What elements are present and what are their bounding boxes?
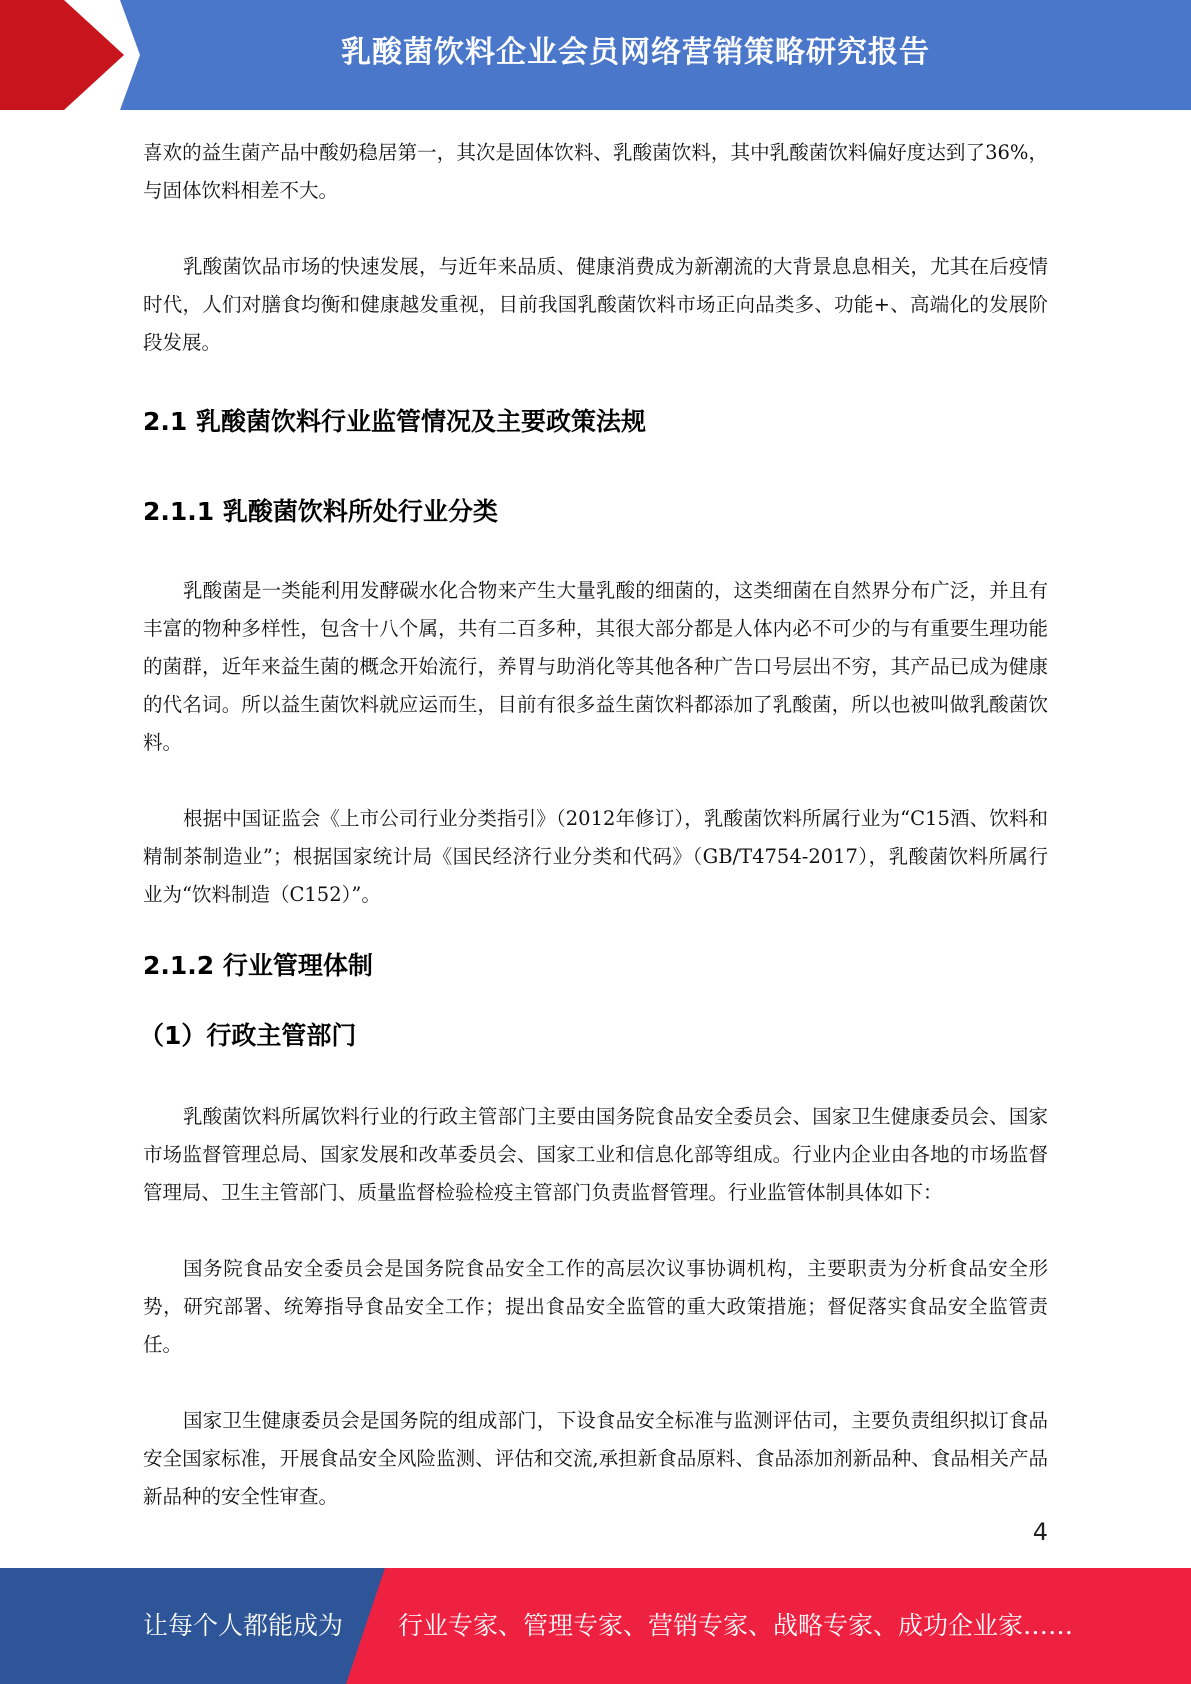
paragraph-health-commission: 国家卫生健康委员会是国务院的组成部门，下设食品安全标准与监测评估司，主要负责组织拟订食品安全国家标准，开展食品安全风险监测、评估和交流,承担新食品原料、食品添加剂新品种、食品相关产品新品种的安全性审查。 [143, 1409, 1048, 1508]
paragraph-intro-continuation: 喜欢的益生菌产品中酸奶稳居第一，其次是固体饮料、乳酸菌饮料，其中乳酸菌饮料偏好度达到了36%，与固体饮料相差不大。 [143, 141, 1048, 202]
paragraph-authorities-overview: 乳酸菌饮料所属饮料行业的行政主管部门主要由国务院食品安全委员会、国家卫生健康委员会、国家市场监督管理总局、国家发展和改革委员会、国家工业和信息化部等组成。行业内企业由各地的市场监督管理局、卫生主管部门、质量监督检验检疫主管部门负责监督管理。行业监管体制具体如下： [143, 1105, 1048, 1204]
footer-slogan-right: 行业专家、管理专家、营销专家、战略专家、成功企业家…… [398, 1611, 1074, 1640]
subsection-heading-authorities: （1）行政主管部门 [139, 1021, 357, 1050]
paragraph-market-development: 乳酸菌饮品市场的快速发展，与近年来品质、健康消费成为新潮流的大背景息息相关，尤其在后疫情时代，人们对膳食均衡和健康越发重视，目前我国乳酸菌饮料市场正向品类多、功能+、高端化的发展阶段发展。 [143, 255, 1048, 354]
paragraph-food-safety-commission: 国务院食品安全委员会是国务院食品安全工作的高层次议事协调机构，主要职责为分析食品安全形势，研究部署、统筹指导食品安全工作；提出食品安全监管的重大政策措施；督促落实食品安全监管责任。 [143, 1257, 1048, 1356]
document-body [139, 134, 1048, 1516]
section-heading-2-1: 2.1 乳酸菌饮料行业监管情况及主要政策法规 [143, 407, 646, 436]
paragraph-lactobacillus-definition: 乳酸菌是一类能利用发酵碳水化合物来产生大量乳酸的细菌的，这类细菌在自然界分布广泛，并且有丰富的物种多样性，包含十八个属，共有二百多种，其很大部分都是人体内必不可少的与有重要生理功能的菌群，近年来益生菌的概念开始流行，养胃与助消化等其他各种广告口号层出不穷，其产品已成为健康的代名词。所以益生菌饮料就应运而生，目前有很多益生菌饮料都添加了乳酸菌，所以也被叫做乳酸菌饮料。 [143, 579, 1048, 754]
section-heading-2-1-2: 2.1.2 行业管理体制 [143, 951, 373, 980]
footer-slogan-left: 让每个人都能成为 [143, 1611, 344, 1640]
page-header [0, 0, 1191, 110]
section-heading-2-1-1: 2.1.1 乳酸菌饮料所处行业分类 [143, 497, 498, 526]
report-title: 乳酸菌饮料企业会员网络营销策略研究报告 [341, 35, 930, 70]
page-number: 4 [1032, 1518, 1048, 1546]
paragraph-industry-classification: 根据中国证监会《上市公司行业分类指引》（2012年修订），乳酸菌饮料所属行业为“C15酒、饮料和精制茶制造业”；根据国家统计局《国民经济行业分类和代码》（GB/T4754-2017），乳酸菌饮料所属行业为“饮料制造（C152）”。 [143, 807, 1048, 906]
page-footer [0, 1568, 1191, 1684]
